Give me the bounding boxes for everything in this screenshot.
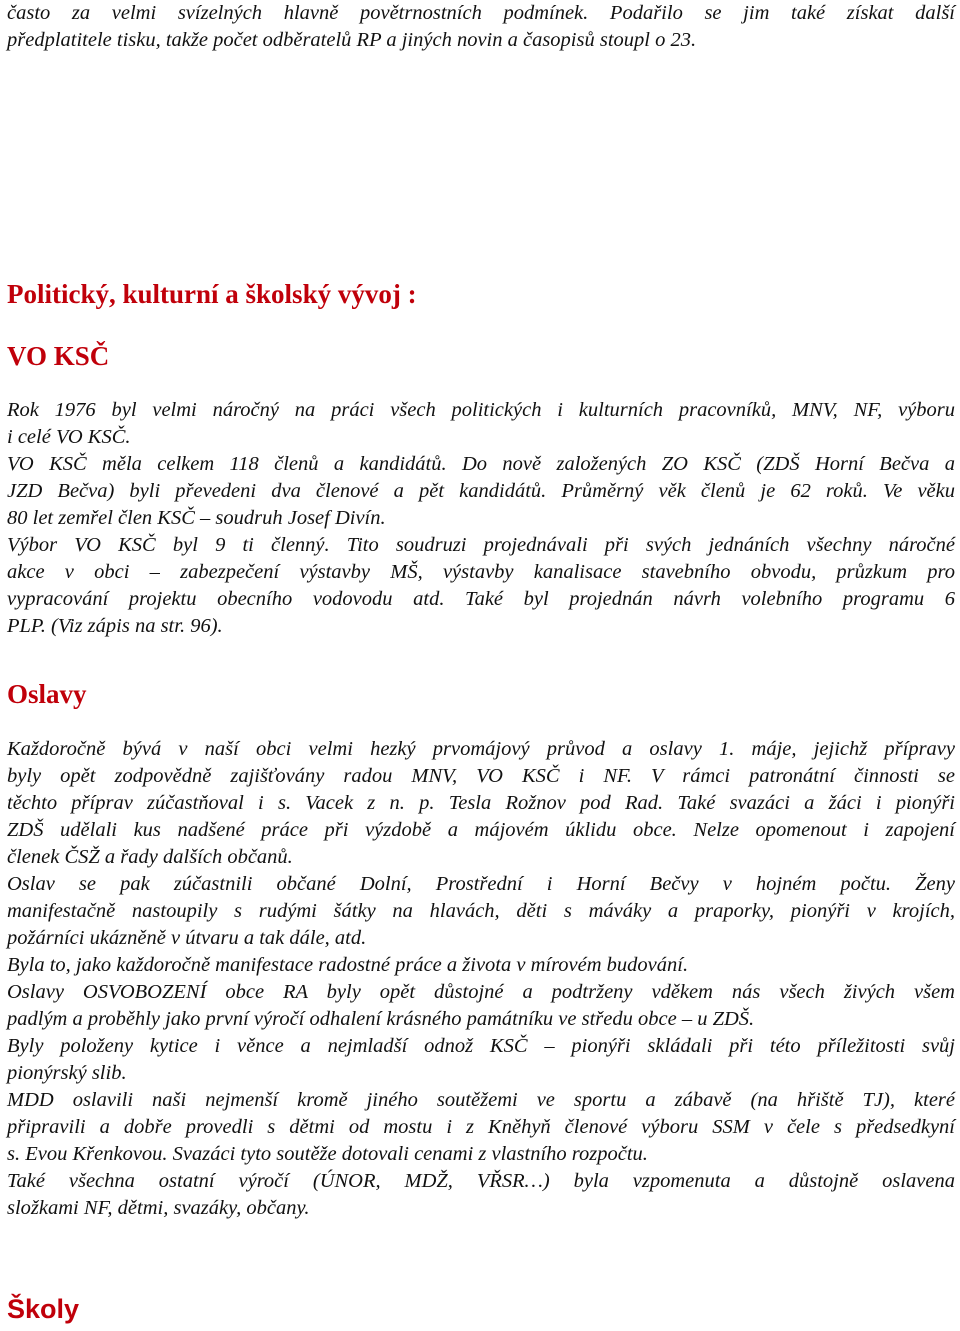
oslavy-line: ZDŠ udělali kus nadšené práce při výzdobě a májovém úklidu obce. Nelze opomenout i zapojení (7, 819, 955, 841)
oslavy-line: MDD oslavili naši nejmenší kromě jiného soutěžemi ve sportu a zábavě (na hřiště TJ), které (7, 1089, 955, 1111)
vo-ksc-p2-line-2-c: Ve věku (867, 480, 955, 502)
vo-ksc-p2-line-1-italic: VO KSČ měla celkem 118 členů a kandidátů. (7, 453, 447, 475)
oslavy-line: Každoročně bývá v naší obci velmi hezký prvomájový průvod a oslavy 1. máje, jejichž přípravy (7, 738, 955, 760)
vo-ksc-p2-line-3: 80 let zemřel člen KSČ – soudruh Josef Divín. (7, 507, 386, 529)
oslavy-line: manifestačně nastoupily s rudými šátky na hlavách, děti s máváky a praporky, pionýři v krojích, (7, 900, 955, 922)
vo-ksc-p2-line-2 (7, 478, 955, 505)
oslavy-heading: Oslavy (7, 679, 87, 709)
oslavy-line: požárníci ukázněně v útvaru a tak dále, atd. (7, 927, 367, 949)
vo-ksc-p3-line-2: akce v obci – zabezpečení výstavby MŠ, výstavby kanalisace stavebního obvodu, průzkum pro (7, 561, 955, 583)
top-paragraph-line-1: často za velmi svízelných hlavně povětrnostních podmínek. Podařilo se jim také získat další (7, 2, 955, 24)
section-title: Politický, kulturní a školský vývoj : (7, 279, 417, 309)
vo-ksc-p1-line-1: Rok 1976 byl velmi náročný na práci všech politických i kulturních pracovníků, MNV, NF, výboru (7, 399, 955, 421)
vo-ksc-p2-line-2-b: Průměrný věk členů je 62 roků. (546, 480, 868, 502)
top-paragraph-line-2: předplatitele tisku, takže počet odběratelů RP a jiných novin a časopisů stoupl o 23. (7, 29, 697, 51)
oslavy-line: Oslav se pak zúčastnili občané Dolní, Prostřední i Horní Bečvy v hojném počtu. Ženy (7, 873, 955, 895)
vo-ksc-p2-line-1-rest: Do nově založených ZO KSČ (ZDŠ Horní Bečva a (446, 453, 955, 475)
oslavy-line: Byla to, jako každoročně manifestace radostné práce a života v mírovém budování. (7, 954, 689, 976)
oslavy-line: složkami NF, dětmi, svazáky, občany. (7, 1197, 310, 1219)
vo-ksc-p2-line-2-a: JZD Bečva) byli převedeni dva členové a pět kandidátů. (7, 480, 547, 502)
oslavy-line: připravili a dobře provedli s dětmi od mostu i z Kněhyň členové výboru SSM v čele s předsedkyní (7, 1116, 955, 1138)
vo-ksc-p3-line-1-rest: Tito soudruzi projednávali při svých jednáních všechny náročné (329, 534, 955, 556)
vo-ksc-p2-line-1 (7, 451, 955, 478)
vo-ksc-heading: VO KSČ (7, 341, 110, 371)
skoly-heading: Školy (7, 1294, 80, 1324)
oslavy-line: padlým a proběhly jako první výročí odhalení krásného památníku ve středu obce – u ZDŠ. (7, 1008, 755, 1030)
vo-ksc-p3-line-3: vypracování projektu obecního vodovodu atd. Také byl projednán návrh volebního programu 6 (7, 588, 955, 610)
oslavy-line: pionýrský slib. (7, 1062, 127, 1084)
vo-ksc-p1-line-2: i celé VO KSČ. (7, 426, 131, 448)
vo-ksc-paragraphs (7, 397, 955, 640)
vo-ksc-p3-line-4: PLP. (Viz zápis na str. 96). (7, 615, 223, 637)
oslavy-line: Oslavy OSVOBOZENÍ obce RA byly opět důstojné a podtrženy vděkem nás všech živých všem (7, 981, 955, 1003)
oslavy-line: Také všechna ostatní výročí (ÚNOR, MDŽ, VŘSR…) byla vzpomenuta a důstojně oslavena (7, 1170, 955, 1192)
oslavy-line: členek ČSŽ a řady dalších občanů. (7, 846, 293, 868)
top-paragraph (7, 0, 955, 54)
vo-ksc-p3-line-1-italic: Výbor VO KSČ byl 9 ti členný. (7, 534, 330, 556)
vo-ksc-p3-line-1 (7, 532, 955, 559)
oslavy-line: s. Evou Křenkovou. Svazáci tyto soutěže dotovali cenami z vlastního rozpočtu. (7, 1143, 648, 1165)
oslavy-line: byly opět zodpovědně zajišťovány radou MNV, VO KSČ i NF. V rámci patronátní činnosti se (7, 765, 955, 787)
oslavy-line: těchto příprav zúčastňoval i s. Vacek z n. p. Tesla Rožnov pod Rad. Také svazáci a žáci i pionýři (7, 792, 955, 814)
oslavy-line: Byly položeny kytice i věnce a nejmladší odnož KSČ – pionýři skládali při této příležitosti svůj (7, 1035, 955, 1057)
oslavy-paragraphs (7, 736, 955, 1222)
